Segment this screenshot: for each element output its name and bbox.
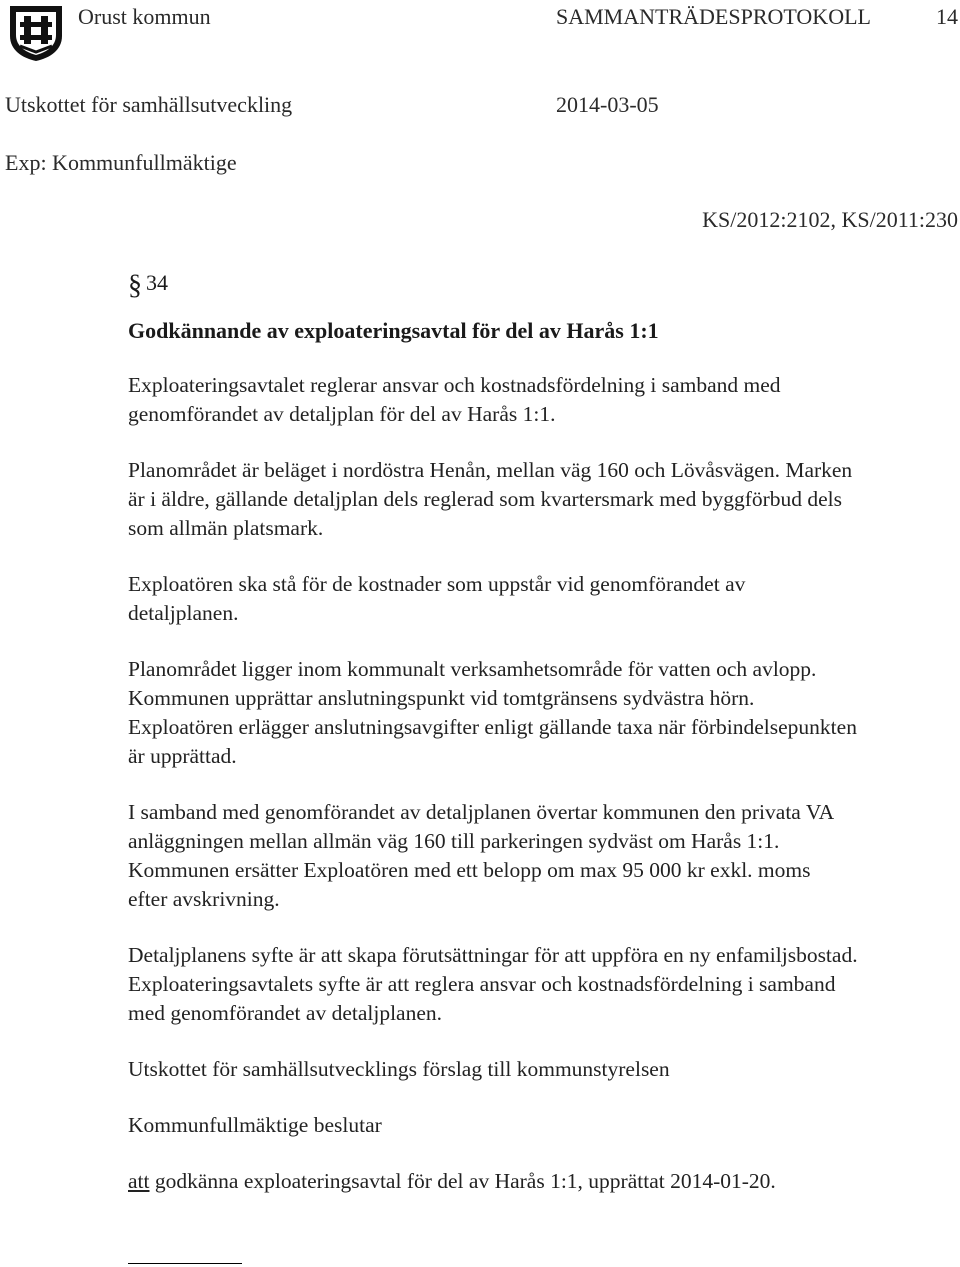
page-number: 14 bbox=[936, 4, 958, 29]
paragraph: Planområdet ligger inom kommunalt verksamhetsområde för vatten och avlopp. Kommunen upprättar anslutningspunkt vid tomtgränsens sydvästra hörn. Exploatören erlägger anslutningsavgifter enligt gällande taxa när förbindelsepunkten är upprättad. bbox=[128, 657, 857, 768]
section-heading bbox=[128, 270, 168, 302]
att-keyword: att bbox=[128, 1169, 150, 1193]
committee-name: Utskottet för samhällsutveckling bbox=[5, 92, 293, 117]
paragraph: Exploatören ska stå för de kostnader som uppstår vid genomförandet av detaljplanen. bbox=[128, 572, 746, 625]
proposal-heading: Utskottet för samhällsutvecklings förslag till kommunstyrelsen bbox=[128, 1057, 670, 1081]
case-numbers: KS/2012:2102, KS/2011:230 bbox=[702, 207, 958, 232]
document-type: SAMMANTRÄDESPROTOKOLL bbox=[556, 4, 871, 29]
municipality-logo bbox=[6, 2, 66, 62]
paragraph: I samband med genomförandet av detaljplanen övertar kommunen den privata VA anläggningen mellan allmän väg 160 till parkeringen sydväst om Harås 1:1. Kommunen ersätter Exploatören med ett belopp om max 95 000 kr exkl. moms efter avskrivning. bbox=[128, 800, 835, 911]
signature-rule bbox=[128, 1263, 242, 1264]
section-number: 34 bbox=[146, 270, 168, 295]
expedition-line: Exp: Kommunfullmäktige bbox=[5, 150, 237, 175]
paragraph: Exploateringsavtalet reglerar ansvar och kostnadsfördelning i samband med genomförandet av detaljplan för del av Harås 1:1. bbox=[128, 373, 781, 426]
document-body bbox=[128, 371, 958, 1223]
item-title: Godkännande av exploateringsavtal för del av Harås 1:1 bbox=[128, 318, 659, 343]
municipality-name: Orust kommun bbox=[78, 4, 211, 29]
meeting-date: 2014-03-05 bbox=[556, 92, 659, 117]
paragraph: Planområdet är beläget i nordöstra Henån, mellan väg 160 och Lövåsvägen. Marken är i äldre, gällande detaljplan dels reglerad som kvartersmark med byggförbud dels som allmän platsmark. bbox=[128, 458, 853, 540]
decision-heading: Kommunfullmäktige beslutar bbox=[128, 1113, 382, 1137]
decision-text: att godkänna exploateringsavtal för del av Harås 1:1, upprättat 2014-01-20. bbox=[128, 1169, 776, 1193]
section-symbol: § bbox=[128, 270, 142, 301]
paragraph: Detaljplanens syfte är att skapa förutsättningar för att uppföra en ny enfamiljsbostad. Exploateringsavtalets syfte är att reglera ansvar och kostnadsfördelning i samband med genomförandet av detaljplanen. bbox=[128, 943, 858, 1025]
